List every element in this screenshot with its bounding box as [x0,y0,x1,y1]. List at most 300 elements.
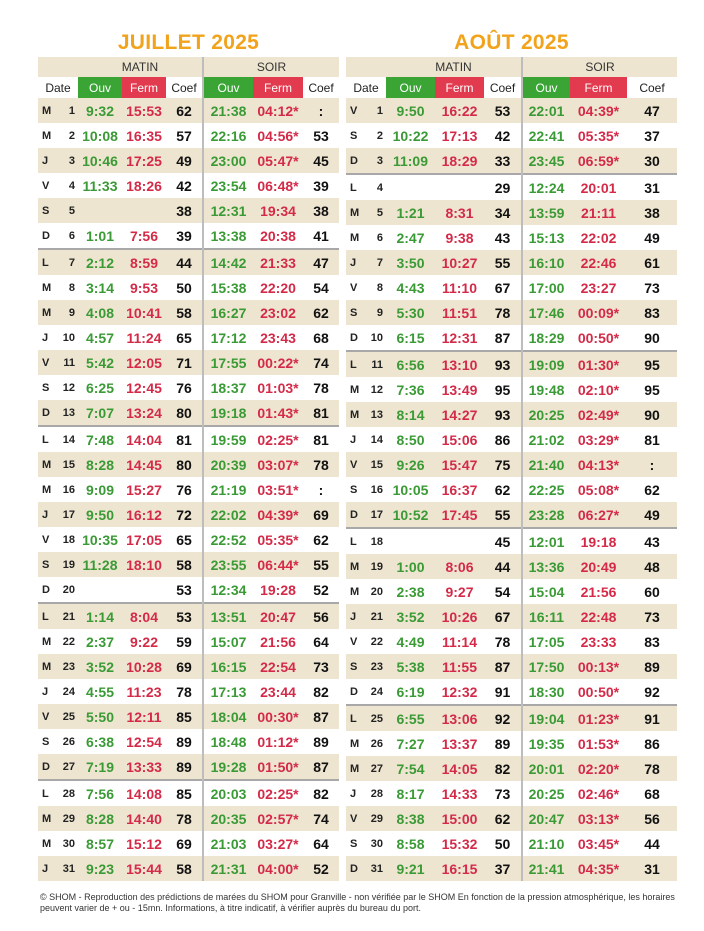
matin-ouv: 10:46 [78,148,122,173]
date-cell [38,577,78,603]
table-row [38,325,339,350]
soir-ferm: 02:57* [253,806,303,831]
weekday: V [350,635,358,648]
matin-ferm: 11:23 [122,679,166,704]
soir-coef: 78 [303,452,339,477]
soir-ferm: 01:43* [253,400,303,426]
matin-ouv: 10:35 [78,527,122,552]
table-row [346,275,677,300]
day-number: 10 [62,331,75,344]
day-number: 23 [370,660,383,673]
weekday: S [350,483,358,496]
weekday: L [350,535,357,548]
soir-coef: 89 [627,654,677,679]
soir-ferm: 05:35* [253,527,303,552]
date-header: Date [346,77,386,98]
date-cell [38,452,78,477]
matin-ferm: 16:35 [122,123,166,148]
date-cell [38,426,78,452]
table-row [346,856,677,881]
weekday: L [350,358,357,371]
date-cell [346,705,386,731]
soir-coef: 48 [627,554,677,579]
soir-ferm: 21:33 [253,249,303,275]
soir-ouv: 22:16 [203,123,253,148]
date-cell [38,856,78,881]
matin-ferm: 18:26 [122,173,166,198]
day-number: 25 [370,712,383,725]
matin-ouv: 10:22 [386,123,435,148]
day-number: 5 [376,206,383,219]
soir-ferm: 02:49* [570,402,627,427]
date-cell [346,250,386,275]
matin-ouv: 4:57 [78,325,122,350]
soir-ferm: 06:59* [570,148,627,174]
soir-ouv: 16:27 [203,300,253,325]
matin-coef: 87 [484,325,522,351]
matin-ouv: 2:47 [386,225,435,250]
weekday: L [42,787,49,800]
date-cell [38,148,78,173]
soir-coef: 78 [627,756,677,781]
day-number: 27 [62,760,75,773]
matin-ouv: 7:56 [78,780,122,806]
soir-ouv: 21:31 [203,856,253,881]
soir-ferm: 01:53* [570,731,627,756]
weekday: D [350,154,358,167]
soir-ouv: 18:29 [522,325,570,351]
table-row [346,148,677,174]
matin-ferm: 11:51 [435,300,484,325]
soir-coef: : [303,477,339,502]
table-row [346,225,677,250]
weekday: D [42,406,50,419]
day-number: 31 [370,862,383,875]
table-row [38,452,339,477]
weekday: S [42,735,50,748]
soir-ferm: 20:47 [253,603,303,629]
date-cell [38,198,78,223]
table-row [38,603,339,629]
matin-coef: 91 [484,679,522,705]
soir-ouv: 22:41 [522,123,570,148]
soir-ferm: 06:27* [570,502,627,528]
matin-ouv: 4:43 [386,275,435,300]
day-number: 12 [370,383,383,396]
date-cell [346,300,386,325]
matin-coef: 78 [484,629,522,654]
matin-ouv: 6:25 [78,375,122,400]
weekday: M [42,458,52,471]
soir-ouv: 20:25 [522,402,570,427]
ferm-header: Ferm [122,77,166,98]
soir-ferm: 21:56 [570,579,627,604]
soir-coef: 53 [303,123,339,148]
table-row [38,679,339,704]
soir-ouv: 22:01 [522,98,570,123]
month-title: AOÛT 2025 [454,31,569,54]
date-cell [346,148,386,174]
soir-ferm: 03:07* [253,452,303,477]
weekday: V [350,812,358,825]
matin-ferm: 15:32 [435,831,484,856]
soir-coef: 83 [627,300,677,325]
day-number: 28 [62,787,75,800]
date-cell [38,780,78,806]
soir-ferm: 04:39* [253,502,303,527]
soir-ouv: 16:15 [203,654,253,679]
matin-ferm: 15:44 [122,856,166,881]
soir-coef: 56 [303,603,339,629]
matin-coef: 55 [484,250,522,275]
weekday: S [42,558,50,571]
table-row [38,300,339,325]
date-cell [346,629,386,654]
soir-coef: 83 [627,629,677,654]
date-cell [38,375,78,400]
matin-ouv: 11:28 [78,552,122,577]
soir-ferm: 05:35* [570,123,627,148]
soir-coef: 41 [303,223,339,249]
soir-coef: 37 [627,123,677,148]
soir-ouv: 20:25 [522,781,570,806]
day-number: 28 [370,787,383,800]
soir-ouv: 19:04 [522,705,570,731]
soir-ferm: 22:20 [253,275,303,300]
matin-coef: 34 [484,200,522,225]
soir-ferm: 19:34 [253,198,303,223]
soir-ouv: 12:34 [203,577,253,603]
matin-coef: 45 [484,528,522,554]
table-row [346,554,677,579]
table-row [346,756,677,781]
matin-coef: 29 [484,174,522,200]
matin-ferm: 10:27 [435,250,484,275]
matin-coef: 44 [484,554,522,579]
soir-ferm: 04:00* [253,856,303,881]
soir-coef: 91 [627,705,677,731]
matin-coef: 69 [166,654,203,679]
soir-coef: 68 [627,781,677,806]
date-cell [38,350,78,375]
date-cell [38,223,78,249]
table-row [38,577,339,603]
weekday: L [350,181,357,194]
matin-coef: 42 [166,173,203,198]
soir-coef: 47 [303,249,339,275]
table-row [346,679,677,705]
ouv-header: Ouv [522,77,570,98]
soir-coef: 49 [627,502,677,528]
day-number: 18 [370,535,383,548]
day-number: 6 [376,231,383,244]
table-row [38,148,339,173]
day-number: 25 [62,710,75,723]
matin-coef: 62 [484,806,522,831]
ferm-header: Ferm [435,77,484,98]
soir-ferm: 03:13* [570,806,627,831]
matin-ferm: 18:29 [435,148,484,174]
soir-ferm: 00:30* [253,704,303,729]
weekday: S [350,129,358,142]
day-number: 11 [63,356,75,369]
soir-ouv: 13:36 [522,554,570,579]
soir-coef: 69 [303,502,339,527]
day-number: 11 [371,358,383,371]
day-number: 16 [62,483,75,496]
table-row [346,98,677,123]
table-row [38,198,339,223]
matin-coef: 89 [166,729,203,754]
matin-ferm: 17:13 [435,123,484,148]
weekday: J [350,610,357,623]
date-cell [38,754,78,780]
date-cell [346,402,386,427]
soir-ferm: 20:01 [570,174,627,200]
soir-coef: 31 [627,856,677,881]
day-number: 9 [376,306,383,319]
table-row [346,528,677,554]
matin-ferm [435,174,484,200]
day-number: 17 [370,508,383,521]
table-row [38,704,339,729]
table-row [38,426,339,452]
weekday: D [350,508,358,521]
matin-ouv: 4:49 [386,629,435,654]
soir-ferm: 00:22* [253,350,303,375]
weekday: M [350,231,360,244]
soir-ouv: 22:52 [203,527,253,552]
day-number: 22 [62,635,75,648]
table-row [38,249,339,275]
soir-ouv: 15:38 [203,275,253,300]
soir-coef: 54 [303,275,339,300]
soir-ouv: 19:48 [522,377,570,402]
matin-ouv: 1:21 [386,200,435,225]
weekday: J [42,862,49,875]
weekday: D [42,583,50,596]
weekday: L [42,610,49,623]
soir-ferm: 02:20* [570,756,627,781]
soir-coef: 95 [627,351,677,377]
soir-ouv: 21:41 [522,856,570,881]
soir-coef: 47 [627,98,677,123]
weekday: M [350,560,360,573]
ferm-header: Ferm [570,77,627,98]
weekday: M [42,635,52,648]
matin-ouv: 5:38 [386,654,435,679]
soir-ferm: 19:28 [253,577,303,603]
weekday: J [350,256,357,269]
coef-header: Coef [484,77,522,98]
soir-ferm: 01:23* [570,705,627,731]
matin-coef: 93 [484,402,522,427]
soir-ferm: 06:44* [253,552,303,577]
soir-ferm: 03:29* [570,427,627,452]
matin-ouv: 1:00 [386,554,435,579]
matin-header: MATIN [78,57,203,77]
date-header: Date [38,77,78,98]
soir-coef: 64 [303,831,339,856]
soir-ouv: 17:00 [522,275,570,300]
soir-coef: 82 [303,679,339,704]
soir-ouv: 18:30 [522,679,570,705]
soir-ouv: 12:31 [203,198,253,223]
coef-header: Coef [166,77,203,98]
month-title: JUILLET 2025 [117,31,260,54]
table-row [346,123,677,148]
soir-ouv: 18:04 [203,704,253,729]
matin-ferm: 12:45 [122,375,166,400]
soir-ferm: 02:10* [570,377,627,402]
table-row [38,806,339,831]
matin-ouv: 3:52 [386,604,435,629]
matin-ouv: 4:55 [78,679,122,704]
date-cell [346,679,386,705]
matin-coef: 72 [166,502,203,527]
date-cell [346,781,386,806]
matin-ferm: 15:47 [435,452,484,477]
table-row [346,654,677,679]
soir-ouv: 21:03 [203,831,253,856]
matin-coef: 43 [484,225,522,250]
weekday: V [42,179,50,192]
soir-ouv: 15:04 [522,579,570,604]
matin-coef: 78 [484,300,522,325]
soir-ferm: 03:51* [253,477,303,502]
table-row [346,705,677,731]
table-row [346,831,677,856]
soir-ferm: 22:54 [253,654,303,679]
table-row [38,223,339,249]
soir-coef: 73 [303,654,339,679]
matin-ouv: 7:36 [386,377,435,402]
weekday: D [350,331,358,344]
table-row [38,831,339,856]
matin-coef: 73 [484,781,522,806]
day-number: 27 [370,762,383,775]
day-number: 31 [62,862,75,875]
soir-coef: 62 [303,300,339,325]
matin-ouv: 6:55 [386,705,435,731]
soir-ferm: 04:12* [253,98,303,123]
matin-ouv: 9:50 [386,98,435,123]
matin-ouv: 7:19 [78,754,122,780]
matin-ferm [122,198,166,223]
table-row [346,377,677,402]
matin-coef: 53 [166,603,203,629]
matin-ouv: 10:08 [78,123,122,148]
date-cell [38,123,78,148]
soir-coef: 30 [627,148,677,174]
date-cell [346,275,386,300]
coef-header: Coef [303,77,339,98]
date-cell [38,603,78,629]
footer-note: © SHOM - Reproduction des prédictions de marées du SHOM pour Granville - non vérifiée par le SHOM En fonction de la pression atmosphérique, les horaires peuvent varier de + ou - 15mn. Informations, à titre indicatif, à vérifier auprès du bureau du port. [40,892,675,913]
matin-ferm: 16:22 [435,98,484,123]
matin-ouv: 7:27 [386,731,435,756]
matin-ferm: 9:22 [122,629,166,654]
date-cell [346,502,386,528]
matin-ouv: 8:14 [386,402,435,427]
soir-ferm: 01:30* [570,351,627,377]
date-cell [346,98,386,123]
day-number: 20 [370,585,383,598]
date-cell [346,123,386,148]
day-number: 17 [62,508,75,521]
matin-ferm: 9:38 [435,225,484,250]
matin-ouv: 9:26 [386,452,435,477]
date-cell [38,806,78,831]
matin-coef: 85 [166,704,203,729]
soir-ferm: 03:45* [570,831,627,856]
weekday: M [42,837,52,850]
date-cell [38,654,78,679]
day-number: 23 [62,660,75,673]
weekday: M [350,408,360,421]
soir-ferm: 04:13* [570,452,627,477]
matin-coef: 55 [484,502,522,528]
matin-ouv: 8:28 [78,452,122,477]
soir-ferm: 04:35* [570,856,627,881]
matin-ouv: 6:38 [78,729,122,754]
matin-ouv: 8:17 [386,781,435,806]
table-row [38,754,339,780]
weekday: M [350,383,360,396]
day-number: 21 [62,610,75,623]
soir-ouv: 18:37 [203,375,253,400]
table-row [38,729,339,754]
day-number: 22 [370,635,383,648]
date-cell [346,579,386,604]
soir-coef: 60 [627,579,677,604]
weekday: V [42,710,50,723]
matin-ouv: 2:38 [386,579,435,604]
day-number: 7 [376,256,383,269]
matin-coef: 58 [166,552,203,577]
date-cell [38,679,78,704]
day-number: 26 [370,737,383,750]
matin-ferm: 14:04 [122,426,166,452]
soir-ouv: 23:55 [203,552,253,577]
day-number: 24 [370,685,383,698]
soir-coef: 39 [303,173,339,198]
matin-ouv: 1:14 [78,603,122,629]
soir-ferm: 02:25* [253,426,303,452]
date-cell [38,400,78,426]
soir-ferm: 03:27* [253,831,303,856]
soir-ouv: 23:00 [203,148,253,173]
day-number: 18 [62,533,75,546]
table-row [346,731,677,756]
matin-coef: 50 [166,275,203,300]
matin-coef: 53 [166,577,203,603]
soir-ferm: 01:03* [253,375,303,400]
date-cell [346,225,386,250]
date-cell [346,756,386,781]
matin-coef: 62 [484,477,522,502]
soir-coef: 81 [303,426,339,452]
date-cell [346,174,386,200]
soir-coef: 45 [303,148,339,173]
date-cell [346,427,386,452]
soir-ouv: 21:19 [203,477,253,502]
ouv-header: Ouv [78,77,122,98]
date-cell [38,249,78,275]
day-number: 13 [62,406,75,419]
matin-coef: 80 [166,452,203,477]
matin-ferm: 12:31 [435,325,484,351]
